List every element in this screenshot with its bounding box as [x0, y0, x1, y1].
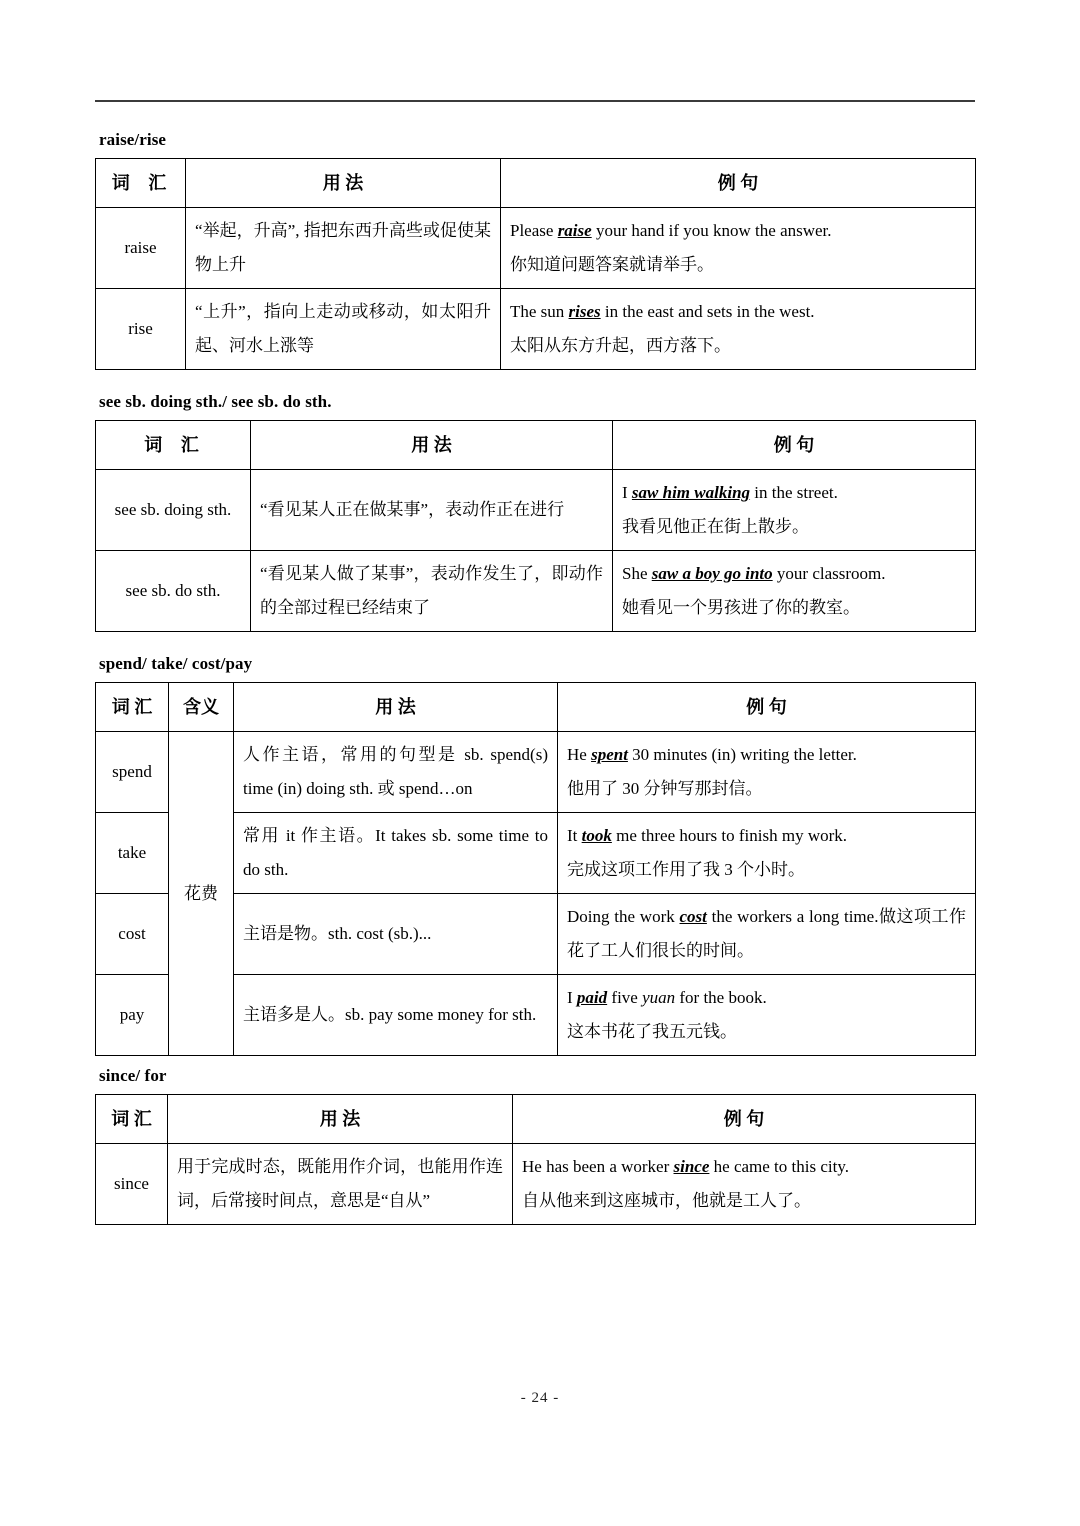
- word-usage: “看见某人正在做某事”，表动作正在进行: [251, 470, 613, 551]
- example-sentence-en: He spent 30 minutes (in) writing the letter.: [567, 745, 857, 764]
- section-title-see-sb: see sb. doing sth./ see sb. do sth.: [99, 392, 332, 411]
- example-sentence-en: It took me three hours to finish my work.: [567, 826, 848, 845]
- table-row: [96, 470, 976, 551]
- example-sentence-cn: 这本书花了我五元钱。: [567, 1022, 737, 1041]
- table-spend-take-cost-pay: [95, 682, 976, 1056]
- foreign-word: yuan: [642, 988, 676, 1007]
- keyword-highlight: since: [673, 1157, 710, 1176]
- page-header-rule: [95, 100, 975, 102]
- example-sentence-en: Doing the work cost the workers a long time.做这项工作花了工人们很长的时间。: [567, 907, 967, 960]
- example-sentence-cn: 她看见一个男孩进了你的教室。: [622, 598, 860, 617]
- merged-meaning-cell: 花费: [169, 732, 234, 1056]
- table-row: [96, 551, 976, 632]
- keyword-highlight: cost: [679, 907, 707, 926]
- word-usage: “举起，升高”, 指把东西升高些或促使某物上升: [186, 208, 501, 289]
- word-example: [558, 975, 976, 1056]
- word-usage: 主语多是人。sb. pay some money for sth.: [234, 975, 558, 1056]
- word-usage: 主语是物。sth. cost (sb.)...: [234, 894, 558, 975]
- word-example: [558, 732, 976, 813]
- word-example: [613, 551, 976, 632]
- table-row: [96, 1144, 976, 1225]
- table-see-sb: [95, 420, 976, 632]
- section-title-raise-rise: raise/rise: [99, 130, 167, 149]
- word-term: see sb. doing sth.: [96, 470, 251, 551]
- table-header-row: [96, 159, 976, 208]
- column-header-word: 词 汇: [96, 683, 169, 732]
- example-sentence-cn: 完成这项工作用了我 3 个小时。: [567, 860, 805, 879]
- keyword-highlight: saw him walking: [631, 483, 751, 502]
- keyword-highlight: paid: [576, 988, 608, 1007]
- word-term: see sb. do sth.: [96, 551, 251, 632]
- column-header-usage: 用 法: [168, 1095, 513, 1144]
- column-header-word: 词 汇: [96, 1095, 168, 1144]
- word-example: [513, 1144, 976, 1225]
- word-term: take: [96, 813, 169, 894]
- keyword-highlight: rises: [568, 302, 601, 321]
- table-header-row: [96, 1095, 976, 1144]
- example-sentence-cn: 他用了 30 分钟写那封信。: [567, 779, 763, 798]
- word-usage: “上升”，指向上走动或移动，如太阳升起、河水上涨等: [186, 289, 501, 370]
- example-sentence-en: I paid five yuan for the book.: [567, 988, 767, 1007]
- column-header-usage: 用 法: [186, 159, 501, 208]
- table-row: [96, 289, 976, 370]
- keyword-highlight: saw a boy go into: [651, 564, 773, 583]
- page-content: [95, 130, 975, 1225]
- example-sentence-cn: 太阳从东方升起，西方落下。: [510, 336, 731, 355]
- word-example: [558, 894, 976, 975]
- table-header-row: [96, 421, 976, 470]
- example-sentence-en: He has been a worker since he came to this city.: [522, 1157, 849, 1176]
- column-header-word: 词 汇: [96, 421, 251, 470]
- table-header-row: [96, 683, 976, 732]
- word-usage: 用于完成时态，既能用作介词，也能用作连词，后常接时间点，意思是“自从”: [168, 1144, 513, 1225]
- keyword-highlight: raise: [557, 221, 592, 240]
- column-header-usage: 用 法: [251, 421, 613, 470]
- word-example: [501, 208, 976, 289]
- word-term: pay: [96, 975, 169, 1056]
- section-title-since-for: since/ for: [99, 1066, 167, 1085]
- word-term: since: [96, 1144, 168, 1225]
- column-header-word: 词 汇: [96, 159, 186, 208]
- table-raise-rise: [95, 158, 976, 370]
- word-example: [501, 289, 976, 370]
- word-example: [558, 813, 976, 894]
- example-sentence-en: I saw him walking in the street.: [622, 483, 838, 502]
- word-term: cost: [96, 894, 169, 975]
- word-usage: 常用 it 作主语。It takes sb. some time to do sth.: [234, 813, 558, 894]
- keyword-highlight: took: [581, 826, 612, 845]
- word-example: [613, 470, 976, 551]
- word-usage: “看见某人做了某事”，表动作发生了，即动作的全部过程已经结束了: [251, 551, 613, 632]
- column-header-example: 例 句: [513, 1095, 976, 1144]
- column-header-example: 例 句: [613, 421, 976, 470]
- example-sentence-cn: 自从他来到这座城市，他就是工人了。: [522, 1191, 811, 1210]
- word-term: raise: [96, 208, 186, 289]
- table-since-for: [95, 1094, 976, 1225]
- example-sentence-en: She saw a boy go into your classroom.: [622, 564, 886, 583]
- word-term: spend: [96, 732, 169, 813]
- section-title-spend-take-cost-pay: spend/ take/ cost/pay: [99, 654, 253, 673]
- keyword-highlight: spent: [591, 745, 628, 764]
- example-sentence-cn: 你知道问题答案就请举手。: [510, 255, 714, 274]
- column-header-usage: 用 法: [234, 683, 558, 732]
- table-row: [96, 208, 976, 289]
- column-header-meaning: 含义: [169, 683, 234, 732]
- example-sentence-en: The sun rises in the east and sets in the west.: [510, 302, 815, 321]
- table-row: [96, 732, 976, 813]
- column-header-example: 例 句: [501, 159, 976, 208]
- page-number: - 24 -: [520, 1390, 560, 1406]
- column-header-example: 例 句: [558, 683, 976, 732]
- word-usage: 人作主语，常用的句型是 sb. spend(s) time (in) doing sth. 或 spend…on: [234, 732, 558, 813]
- example-sentence-cn: 我看见他正在街上散步。: [622, 517, 809, 536]
- example-sentence-en: Please raise your hand if you know the answer.: [510, 221, 832, 240]
- word-term: rise: [96, 289, 186, 370]
